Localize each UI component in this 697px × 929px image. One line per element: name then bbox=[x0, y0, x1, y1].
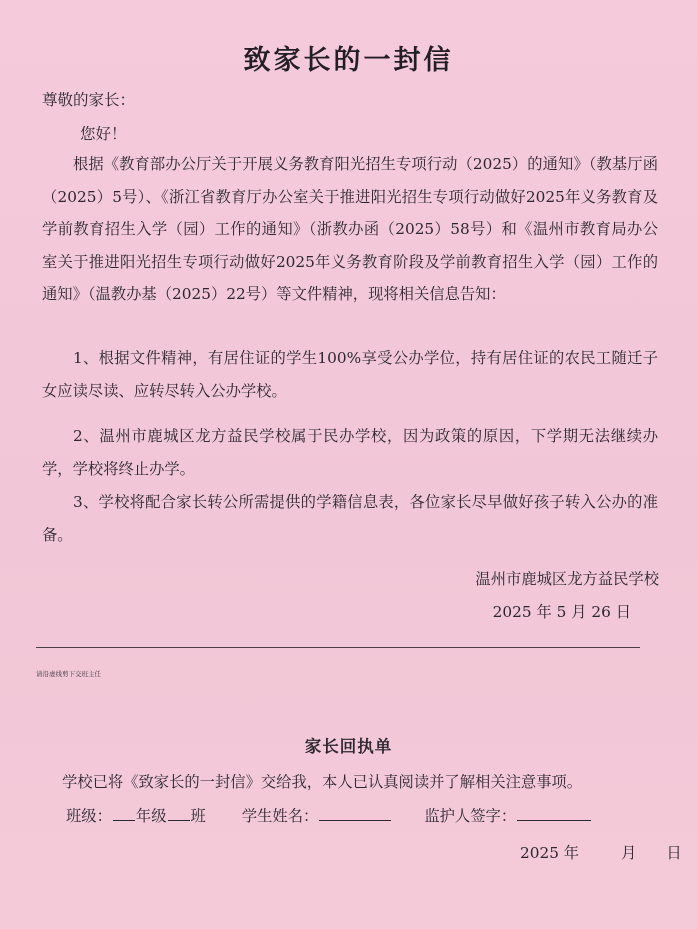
student-name-blank[interactable] bbox=[319, 806, 391, 821]
cut-line bbox=[36, 647, 640, 648]
cut-note: 请沿虚线剪下交班主任 bbox=[36, 670, 101, 678]
paragraph-item-2: 2、温州市鹿城区龙方益民学校属于民办学校，因为政策的原因，下学期无法继续办学，学校将终止办学。 bbox=[42, 427, 658, 478]
receipt-title: 家长回执单 bbox=[304, 737, 393, 756]
class-blank[interactable] bbox=[168, 806, 190, 821]
receipt-fill-row bbox=[66, 804, 592, 826]
guardian-sign-blank[interactable] bbox=[517, 806, 591, 821]
receipt-date-year: 2025 年 bbox=[520, 844, 580, 862]
paragraph-policy-basis: 根据《教育部办公厅关于开展义务教育阳光招生专项行动（2025）的通知》（教基厅函（2025）5号）、《浙江省教育厅办公室关于推进阳光招生专项行动做好2025年义务教育及学前教育招生入学（园）工作的通知》（浙教办函（2025）58号）和《温州市教育局办公室关于推进阳光招生专项行动做好2025年义务教育阶段及学前教育招生入学（园）工作的通知》（温教办基（2025）22号）等文件精神，现将相关信息告知： bbox=[42, 155, 658, 303]
receipt-date bbox=[520, 841, 682, 863]
grade-label: 年级 bbox=[135, 807, 167, 825]
ban-label: 班 bbox=[190, 807, 206, 825]
student-name-label: 学生姓名： bbox=[241, 807, 319, 825]
signature-date: 2025 年 5 月 26 日 bbox=[492, 603, 631, 621]
receipt-date-month: 月 bbox=[621, 844, 637, 862]
grade-blank[interactable] bbox=[113, 806, 135, 821]
letter-title: 致家长的一封信 bbox=[243, 45, 454, 76]
salutation: 尊敬的家长： bbox=[42, 91, 136, 109]
greeting: 您好！ bbox=[80, 125, 127, 143]
signature-school: 温州市鹿城区龙方益民学校 bbox=[475, 570, 659, 588]
paragraph-item-3: 3、学校将配合家长转公所需提供的学籍信息表，各位家长尽早做好孩子转入公办的准备。 bbox=[42, 493, 658, 544]
receipt-date-day: 日 bbox=[666, 844, 682, 862]
receipt-statement: 学校已将《致家长的一封信》交给我，本人已认真阅读并了解相关注意事项。 bbox=[62, 773, 583, 791]
guardian-sign-label: 监护人签字： bbox=[424, 807, 517, 825]
paragraph-item-1: 1、根据文件精神，有居住证的学生100%享受公办学位，持有居住证的农民工随迁子女应读尽读、应转尽转入公办学校。 bbox=[42, 349, 658, 400]
class-label: 班级： bbox=[66, 807, 112, 825]
